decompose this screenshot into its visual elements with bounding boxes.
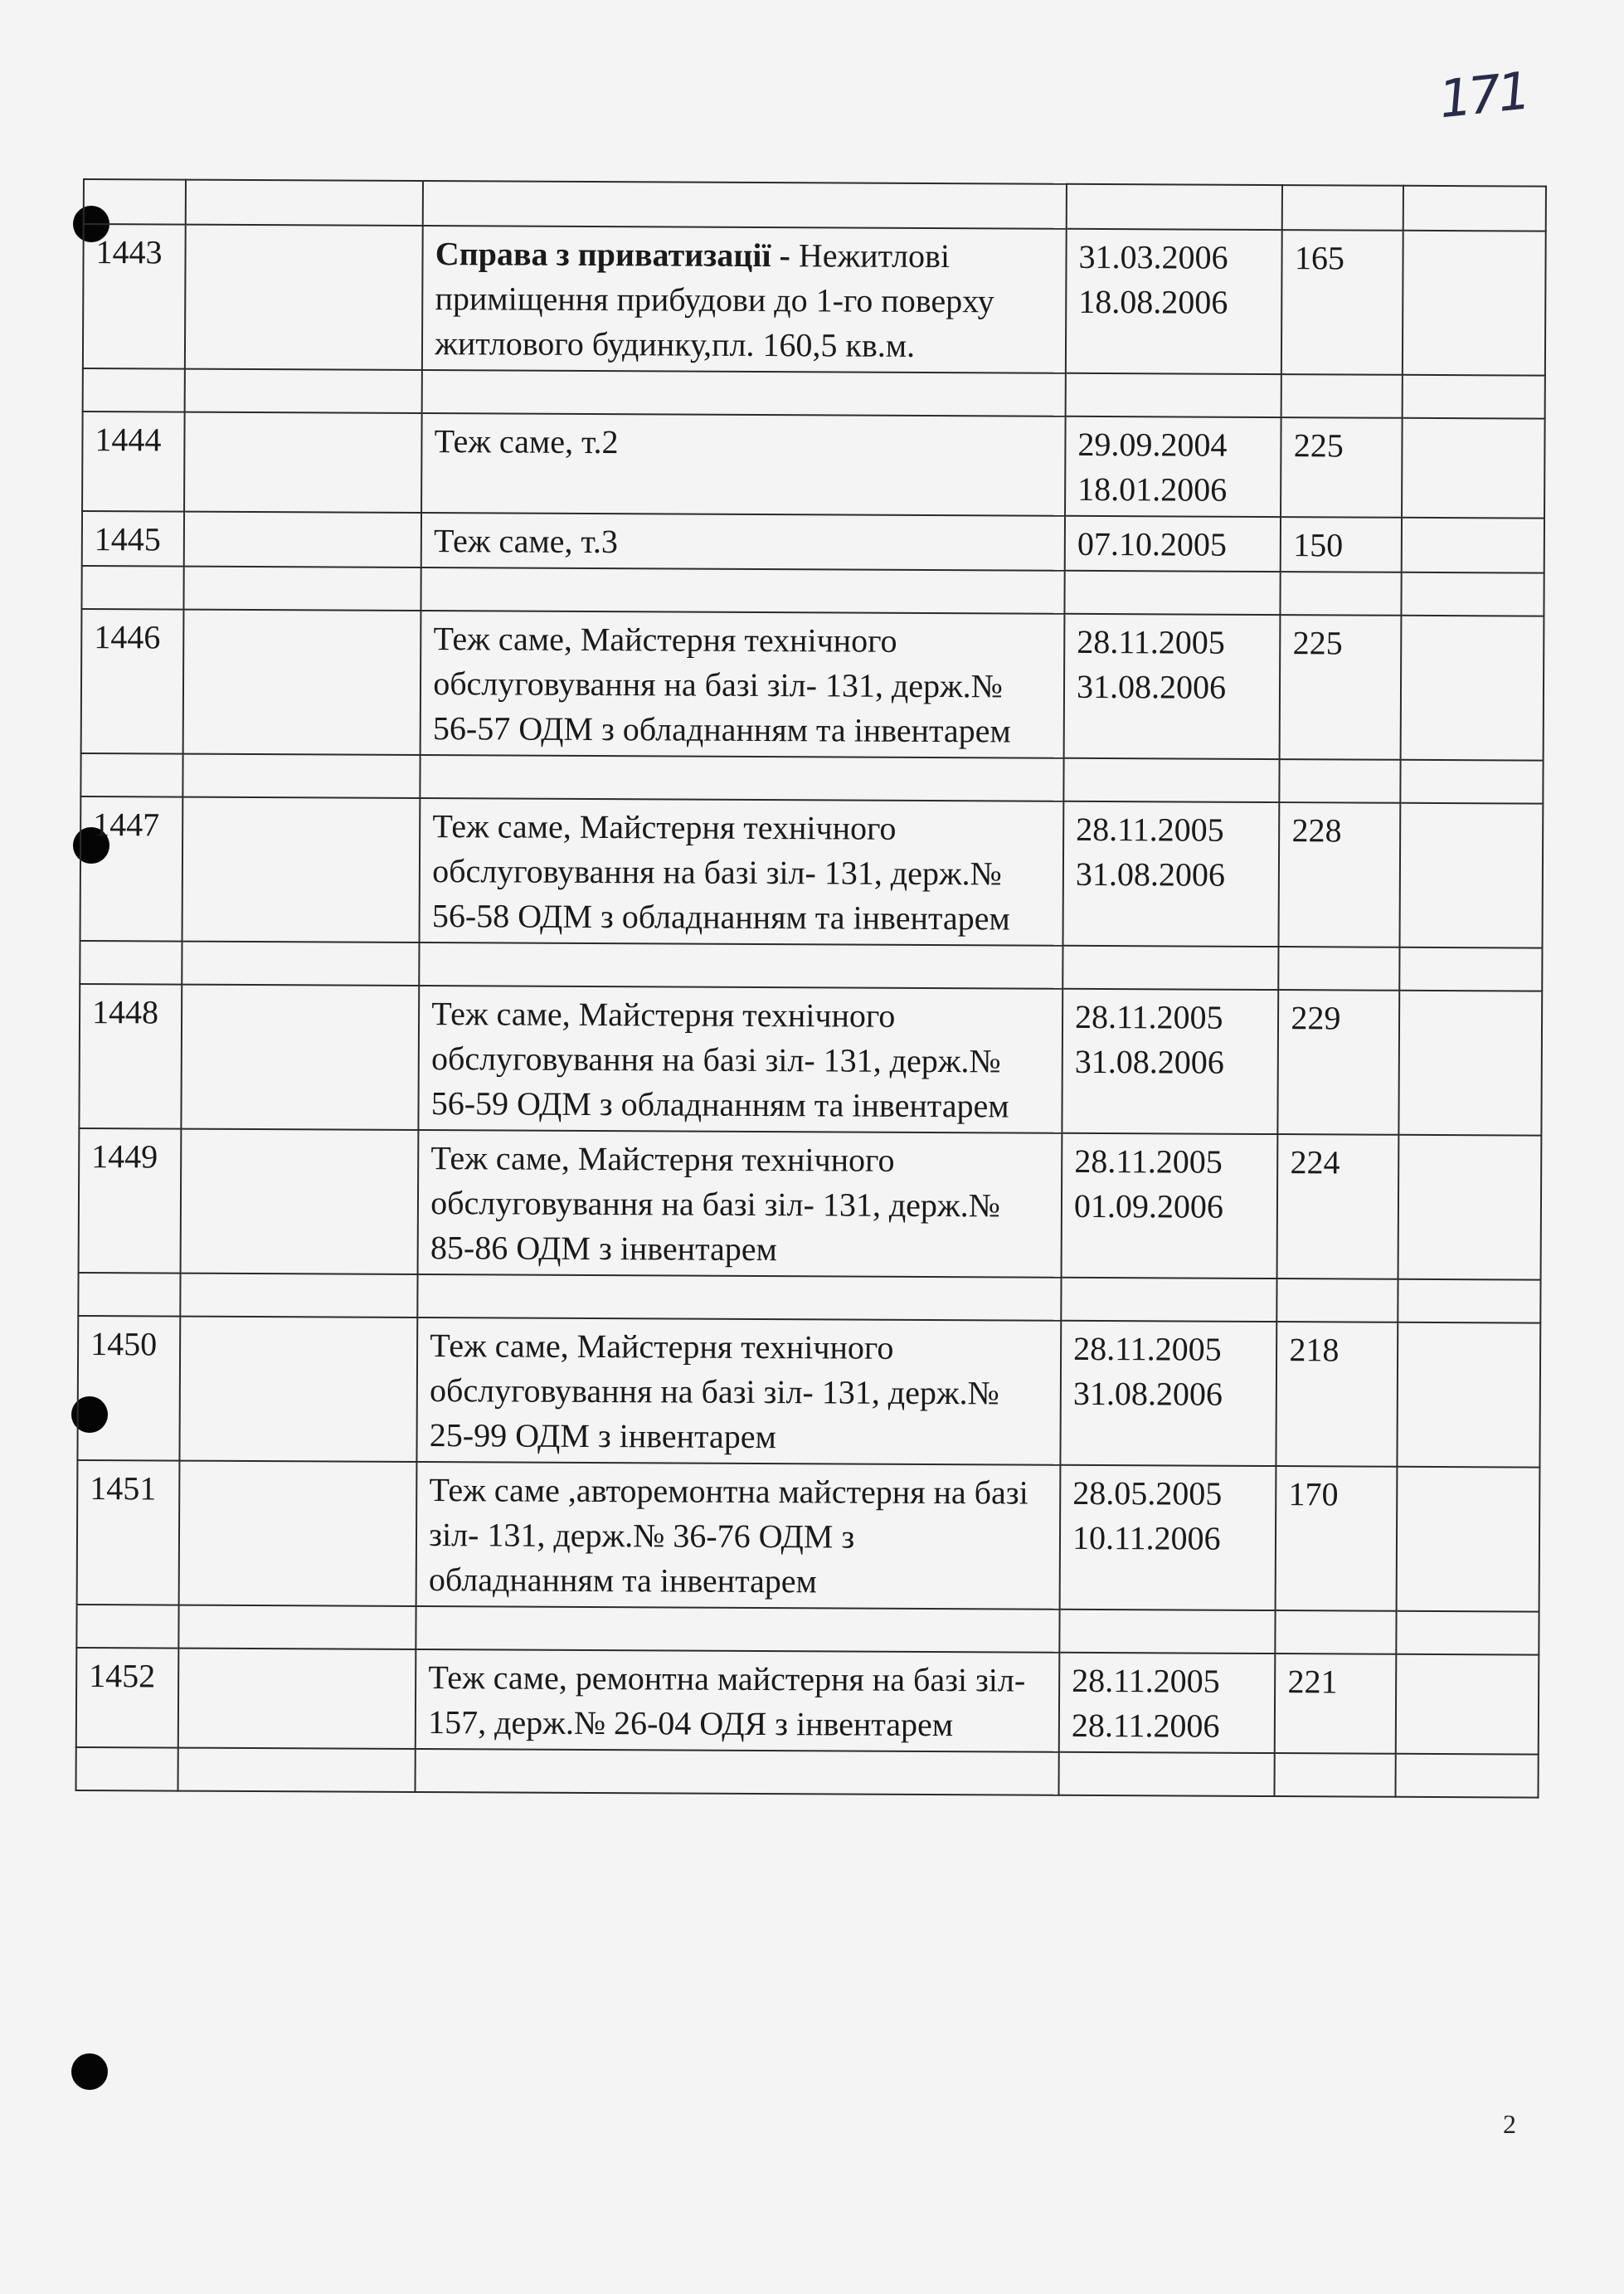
blank-cell (416, 1749, 1059, 1795)
start-date: 28.11.2005 (1073, 1329, 1222, 1368)
register-row (81, 609, 1544, 761)
file-number: 1451 (77, 1460, 180, 1605)
blank-cell (1066, 373, 1282, 417)
file-index (180, 1129, 418, 1274)
start-date: 28.11.2005 (1074, 1142, 1223, 1181)
blank-cell (1063, 758, 1280, 802)
register-row (79, 1128, 1542, 1280)
file-index (184, 412, 422, 513)
blank-cell (1402, 572, 1544, 616)
blank-cell (1396, 1611, 1539, 1655)
note (1397, 1467, 1540, 1612)
file-number: 1448 (79, 984, 182, 1129)
page-count: 218 (1276, 1322, 1398, 1467)
date-range (1065, 516, 1281, 572)
file-title (416, 1649, 1059, 1752)
file-index (178, 1649, 416, 1749)
note (1402, 418, 1544, 519)
file-number: 1444 (82, 412, 184, 512)
blank-cell (76, 1747, 178, 1791)
blank-cell (1403, 375, 1545, 419)
blank-cell (1398, 1279, 1540, 1323)
register-row (79, 984, 1542, 1136)
page-count: 228 (1279, 802, 1401, 947)
blank-cell (421, 755, 1064, 801)
register-row (80, 796, 1544, 948)
title-text: Нежитлові приміщення прибудови до 1-го поверху житлового будинку,пл. 160,5 кв.м. (435, 236, 994, 364)
blank-cell (422, 370, 1066, 416)
file-number: 1450 (77, 1316, 180, 1461)
date-range (1062, 1133, 1278, 1279)
end-date: 31.08.2006 (1072, 1374, 1223, 1413)
title-text: Теж саме, Майстерня технічного обслуговування на базі зіл- 131, держ.№ 85-86 ОДМ з інвентарем (430, 1139, 1000, 1269)
blank-cell (416, 1606, 1060, 1653)
blank-cell (180, 1274, 418, 1317)
blank-row (80, 753, 1543, 804)
file-title (417, 1317, 1062, 1465)
page-count: 150 (1281, 517, 1402, 572)
file-title (422, 226, 1067, 373)
date-range (1064, 614, 1281, 759)
file-index (182, 610, 421, 755)
start-date: 28.11.2005 (1072, 1661, 1220, 1700)
register-row (77, 1316, 1540, 1468)
blank-cell (1059, 1752, 1276, 1796)
file-title (421, 513, 1065, 571)
page-count: 225 (1281, 417, 1402, 518)
start-date: 31.03.2006 (1078, 237, 1228, 276)
date-range (1066, 229, 1282, 374)
blank-cell (1280, 759, 1401, 803)
blank-cell (1064, 571, 1281, 615)
note (1403, 231, 1546, 376)
header-row (84, 179, 1546, 231)
blank-row (76, 1605, 1539, 1655)
blank-cell (1276, 1610, 1397, 1654)
date-range (1060, 1465, 1276, 1610)
file-number: 1449 (79, 1128, 182, 1274)
blank-cell (1281, 374, 1403, 418)
blank-cell (80, 753, 182, 797)
blank-cell (1396, 1754, 1539, 1798)
blank-cell (1061, 1278, 1277, 1322)
file-title (416, 1462, 1061, 1610)
binder-hole (71, 2053, 108, 2090)
blank-cell (1281, 572, 1402, 616)
register-row (82, 511, 1544, 573)
file-title (420, 798, 1064, 946)
file-index (185, 225, 423, 370)
file-number: 1447 (80, 796, 183, 942)
blank-cell (83, 368, 185, 412)
title-text: Теж саме, Майстерня технічного обслуговування на базі зіл- 131, держ.№ 25-99 ОДМ з інвентарем (429, 1327, 999, 1456)
end-date: 31.08.2006 (1074, 1042, 1224, 1081)
start-date: 29.09.2004 (1077, 425, 1228, 464)
title-lead: Справа з приватизації - (435, 235, 791, 275)
blank-cell (185, 369, 423, 413)
title-text: Теж саме, т.3 (433, 522, 619, 561)
end-date: 31.08.2006 (1075, 855, 1226, 894)
file-index (179, 1317, 417, 1462)
date-range (1065, 416, 1281, 517)
file-title (418, 1130, 1062, 1278)
start-date: 28.11.2005 (1074, 997, 1223, 1036)
blank-cell (177, 1748, 416, 1792)
title-text: Теж саме, т.2 (434, 422, 619, 461)
file-number: 1446 (81, 609, 184, 754)
date-range (1063, 801, 1280, 947)
blank-cell (76, 1605, 178, 1649)
blank-cell (1399, 947, 1542, 991)
blank-cell (182, 754, 421, 798)
note (1399, 991, 1543, 1136)
blank-cell (1400, 760, 1543, 804)
title-text: Теж саме, ремонтна майстерня на базі зіл- 157, держ.№ 26-04 ОДЯ з інвентарем (428, 1658, 1026, 1744)
end-date: 01.09.2006 (1073, 1186, 1224, 1225)
date-range (1062, 989, 1278, 1134)
blank-cell (1279, 947, 1400, 991)
page-number: 2 (1503, 2109, 1516, 2139)
blank-cell (78, 1273, 180, 1317)
start-date: 28.05.2005 (1072, 1473, 1223, 1512)
note (1400, 803, 1544, 948)
file-title (419, 986, 1063, 1133)
blank-cell (418, 1274, 1062, 1321)
date-range (1059, 1653, 1276, 1753)
title-text: Теж саме, Майстерня технічного обслуговування на базі зіл- 131, держ.№ 56-57 ОДМ з обладнанням та інвентарем (432, 620, 1011, 750)
blank-cell (80, 941, 182, 985)
register-table (75, 178, 1546, 1799)
blank-row (78, 1273, 1540, 1323)
blank-cell (421, 567, 1065, 614)
start-date: 28.11.2005 (1077, 622, 1225, 661)
title-text: Теж саме ,авторемонтна майстерня на базі зіл- 131, держ.№ 36-76 ОДМ з обладнанням та інвентарем (428, 1471, 1028, 1600)
blank-row (81, 566, 1544, 616)
start-date: 07.10.2005 (1077, 524, 1228, 563)
end-date: 28.11.2006 (1071, 1706, 1220, 1745)
note (1398, 1322, 1541, 1468)
page-count: 224 (1277, 1134, 1399, 1279)
end-date: 31.08.2006 (1076, 667, 1227, 706)
blank-cell (81, 566, 183, 610)
blank-cell (1275, 1753, 1396, 1797)
end-date: 18.01.2006 (1077, 470, 1228, 509)
file-number: 1443 (83, 224, 186, 369)
page-count: 165 (1281, 230, 1403, 375)
register-body (76, 179, 1546, 1798)
register-row (82, 412, 1545, 519)
blank-cell (1277, 1279, 1398, 1322)
blank-cell (178, 1605, 416, 1649)
file-index (181, 985, 419, 1130)
start-date: 28.11.2005 (1076, 810, 1224, 849)
register-row (76, 1648, 1539, 1755)
note (1402, 518, 1544, 573)
blank-row (76, 1747, 1539, 1798)
file-number: 1445 (82, 511, 184, 567)
page-count: 170 (1276, 1466, 1398, 1611)
file-number: 1452 (76, 1648, 178, 1748)
note (1401, 616, 1544, 761)
page-count: 225 (1280, 615, 1402, 760)
blank-cell (183, 567, 421, 611)
register-row (83, 224, 1546, 376)
page-count: 229 (1278, 990, 1400, 1135)
page-count: 221 (1275, 1654, 1396, 1754)
file-index (182, 797, 420, 942)
folio-number: 171 (1436, 60, 1530, 130)
blank-cell (419, 942, 1062, 989)
blank-cell (182, 942, 420, 986)
title-text: Теж саме, Майстерня технічного обслуговування на базі зіл- 131, держ.№ 56-58 ОДМ з обладнанням та інвентарем (431, 807, 1010, 938)
file-title (421, 413, 1065, 516)
blank-row (83, 368, 1545, 419)
file-index (184, 512, 422, 567)
file-index (178, 1461, 416, 1606)
title-text: Теж саме, Майстерня технічного обслуговування на базі зіл- 131, держ.№ 56-59 ОДМ з обладнанням та інвентарем (430, 995, 1009, 1125)
note (1396, 1654, 1539, 1755)
file-title (421, 611, 1065, 758)
register-row (77, 1460, 1540, 1612)
end-date: 10.11.2006 (1072, 1518, 1221, 1557)
blank-cell (1062, 946, 1279, 990)
end-date: 18.08.2006 (1078, 282, 1228, 321)
note (1398, 1135, 1542, 1280)
date-range (1060, 1321, 1276, 1466)
blank-row (80, 941, 1542, 991)
blank-cell (1059, 1610, 1276, 1654)
